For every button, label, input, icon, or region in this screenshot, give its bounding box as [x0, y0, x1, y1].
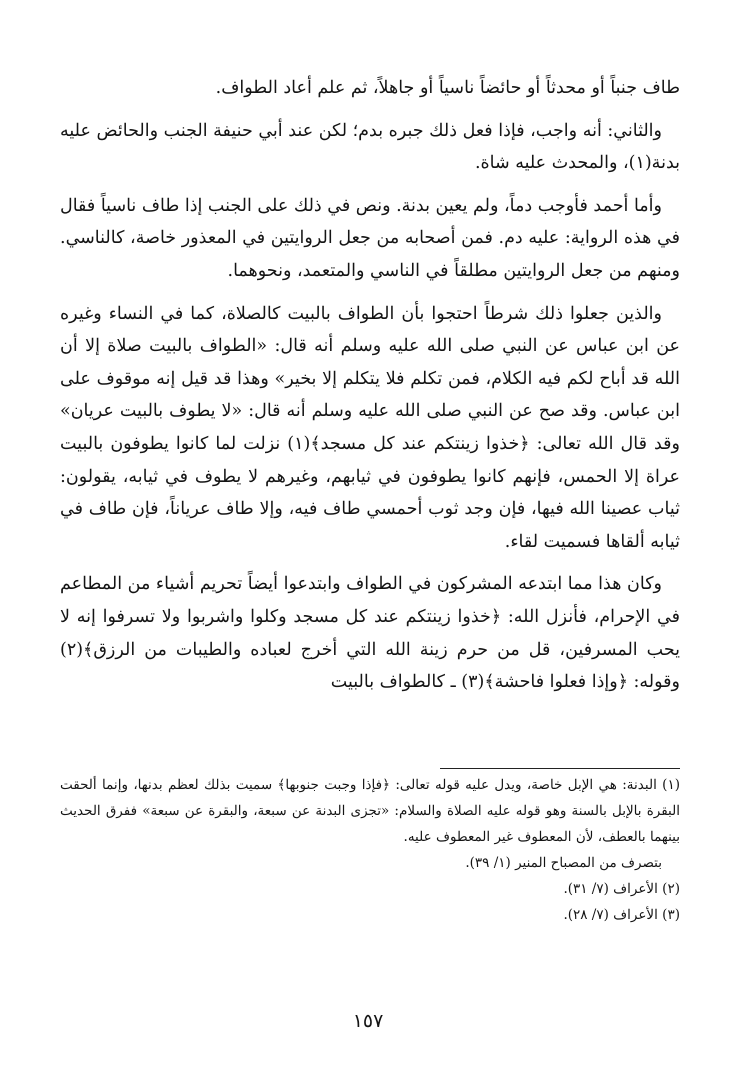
- page-number: ١٥٧: [352, 1010, 384, 1032]
- body-text: [60, 72, 680, 699]
- footnote-1-source: بتصرف من المصباح المنير (١/ ٣٩).: [465, 855, 662, 871]
- paragraph-3: وأما أحمد فأوجب دماً، ولم يعين بدنة. ونص في ذلك على الجنب إذا طاف ناسياً فقال في هذه الرواية: عليه دم. فمن أصحابه من جعل الروايتين في المعذور خاصة، كالناسي. ومنهم من جعل الروايتين مطلقاً في الناسي والمتعمد، ونحوهما.: [60, 195, 680, 281]
- main-text: [60, 72, 680, 709]
- paragraph-2: والثاني: أنه واجب، فإذا فعل ذلك جبره بدم؛ لكن عند أبي حنيفة الجنب والحائض عليه بدنة(١)، والمحدث عليه شاة.: [60, 120, 680, 174]
- footnote-divider: [440, 768, 680, 769]
- paragraph-1: طاف جنباً أو محدثاً أو حائضاً ناسياً أو جاهلاً، ثم علم أعاد الطواف.: [215, 78, 680, 98]
- footnote-3: (٣) الأعراف (٧/ ٢٨).: [563, 907, 680, 923]
- footnote-2: (٢) الأعراف (٧/ ٣١).: [563, 881, 680, 897]
- paragraph-5: وكان هذا مما ابتدعه المشركون في الطواف وابتدعوا أيضاً تحريم أشياء من المطاعم في الإحرام، فأنزل الله: ﴿خذوا زينتكم عند كل مسجد وكلوا واشربوا ولا تسرفوا إنه لا يحب المسرفين، قل من حرم زينة الله التي أخرج لعباده والطيبات من الرزق﴾(٢) وقوله: ﴿وإذا فعلوا فاحشة﴾(٣) ـ كالطواف بالبيت: [60, 574, 680, 693]
- paragraph-4: والذين جعلوا ذلك شرطاً احتجوا بأن الطواف بالبيت كالصلاة، كما في النساء وغيره عن ابن عباس عن النبي صلى الله عليه وسلم أنه قال: «الطواف بالبيت صلاة إلا أن الله قد أباح لكم فيه الكلام، فمن تكلم فلا يتكلم إلا بخير» وهذا قد قيل إنه موقوف على ابن عباس. وقد صح عن النبي صلى الله عليه وسلم أنه قال: «لا يطوف بالبيت عريان» وقد قال الله تعالى: ﴿خذوا زينتكم عند كل مسجد﴾(١) نزلت لما كانوا يطوفون بالبيت عراة إلا الحمس، فإنهم كانوا يطوفون في ثيابهم، وغيرهم لا يطوف في ثيابه، يقولون: ثياب عصينا الله فيها، فإن وجد ثوب أحمسي طاف فيه، وإلا طاف عرياناً، فإن طاف في ثيابه ألقاها فسميت لقاء.: [60, 303, 681, 552]
- footnotes: [60, 772, 680, 928]
- footnote-1: (١) البدنة: هي الإبل خاصة، ويدل عليه قوله تعالى: ﴿فإذا وجبت جنوبها﴾ سميت بذلك لعظم بدنها، وإنما ألحقت البقرة بالإبل بالسنة وهو قوله عليه الصلاة والسلام: «تجزى البدنة عن سبعة، والبقرة عن سبعة» ففرق الحديث بينهما بالعطف، لأن المعطوف غير المعطوف عليه.: [60, 777, 680, 845]
